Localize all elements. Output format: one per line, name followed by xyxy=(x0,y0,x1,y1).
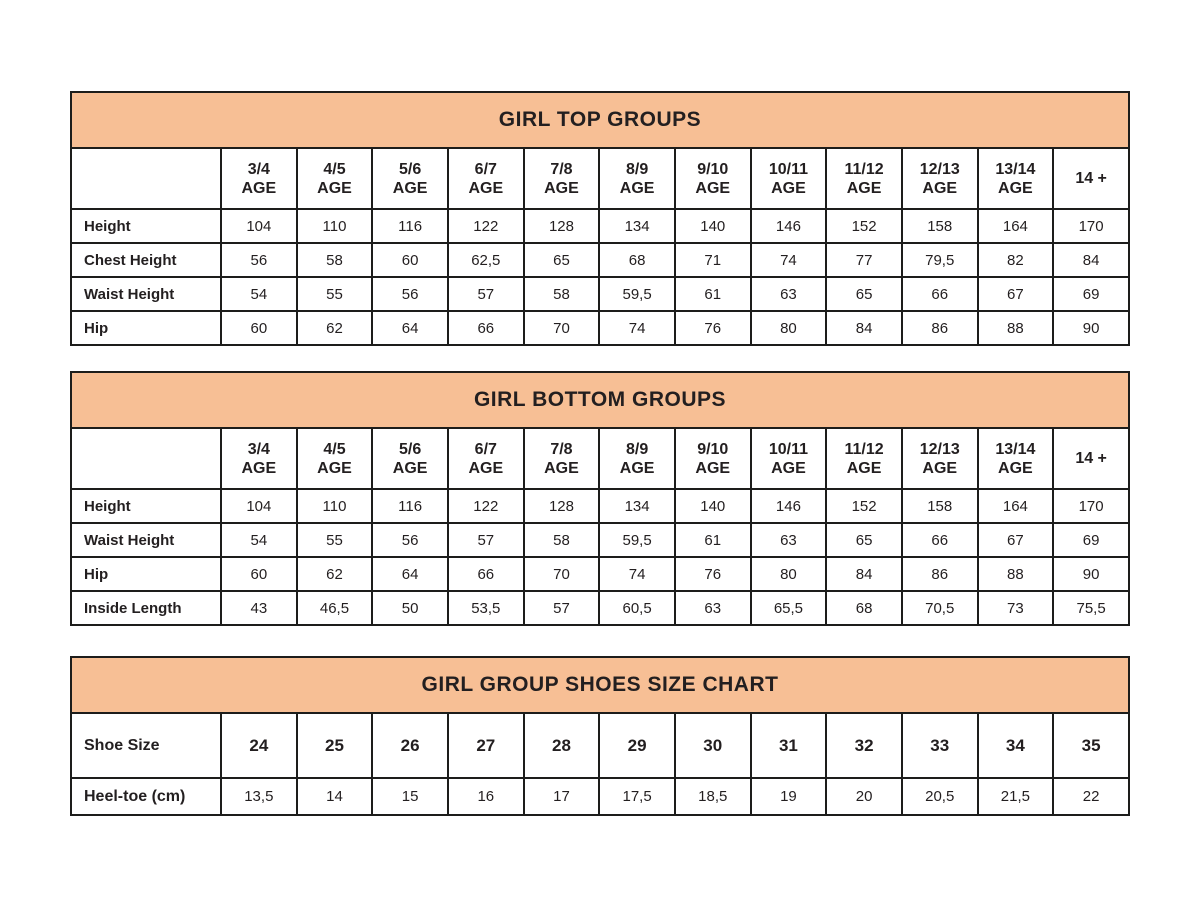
value-cell: 164 xyxy=(978,209,1054,243)
value-cell: 84 xyxy=(1053,243,1129,277)
age-label: 8/9 xyxy=(625,440,649,458)
value-cell: 58 xyxy=(297,243,373,277)
value-cell: 66 xyxy=(902,523,978,557)
age-sub-label: AGE xyxy=(392,179,428,197)
age-sub-label: AGE xyxy=(392,459,428,477)
value-cell: 24 xyxy=(221,713,297,778)
value-cell: 25 xyxy=(297,713,373,778)
age-header-cell xyxy=(297,148,373,209)
age-header-cell xyxy=(1053,428,1129,489)
value-cell: 140 xyxy=(675,489,751,523)
age-label: 7/8 xyxy=(550,160,573,178)
age-label: 8/9 xyxy=(625,160,649,178)
age-sub-label: AGE xyxy=(619,459,655,477)
age-sub-label: AGE xyxy=(695,179,731,197)
age-header-cell xyxy=(599,428,675,489)
value-cell: 53,5 xyxy=(448,591,524,625)
value-cell: 17 xyxy=(524,778,600,815)
value-cell: 76 xyxy=(675,311,751,345)
value-cell: 77 xyxy=(826,243,902,277)
age-sub-label: AGE xyxy=(468,179,504,197)
value-cell: 170 xyxy=(1053,489,1129,523)
value-cell: 65 xyxy=(826,277,902,311)
age-header-cell xyxy=(524,428,600,489)
age-sub-label: AGE xyxy=(846,459,882,477)
value-cell: 74 xyxy=(751,243,827,277)
value-cell: 69 xyxy=(1053,277,1129,311)
value-cell: 29 xyxy=(599,713,675,778)
value-cell: 146 xyxy=(751,209,827,243)
value-cell: 63 xyxy=(751,523,827,557)
age-header-cell xyxy=(221,428,297,489)
row-label: Shoe Size xyxy=(71,713,221,778)
age-header-cell xyxy=(1053,148,1129,209)
value-cell: 50 xyxy=(372,591,448,625)
value-cell: 116 xyxy=(372,209,448,243)
value-cell: 79,5 xyxy=(902,243,978,277)
value-cell: 110 xyxy=(297,489,373,523)
age-label: 3/4 xyxy=(247,160,270,178)
age-header-cell xyxy=(448,428,524,489)
age-label: 14 + xyxy=(1075,450,1107,467)
value-cell: 88 xyxy=(978,311,1054,345)
value-cell: 146 xyxy=(751,489,827,523)
value-cell: 70 xyxy=(524,311,600,345)
age-header-cell xyxy=(221,148,297,209)
value-cell: 20,5 xyxy=(902,778,978,815)
value-cell: 56 xyxy=(372,277,448,311)
age-sub-label: AGE xyxy=(544,179,579,197)
age-header-cell xyxy=(675,428,751,489)
value-cell: 58 xyxy=(524,277,600,311)
age-header-cell xyxy=(826,428,902,489)
value-cell: 110 xyxy=(297,209,373,243)
value-cell: 69 xyxy=(1053,523,1129,557)
age-header-cell xyxy=(675,148,751,209)
age-label: 3/4 xyxy=(247,440,270,458)
age-label: 7/8 xyxy=(550,440,573,458)
value-cell: 21,5 xyxy=(978,778,1054,815)
value-cell: 30 xyxy=(675,713,751,778)
shoes-table-title-row xyxy=(71,657,1129,713)
age-label: 13/14 xyxy=(995,440,1036,458)
value-cell: 60 xyxy=(221,557,297,591)
value-cell: 86 xyxy=(902,557,978,591)
value-cell: 70,5 xyxy=(902,591,978,625)
age-sub-label: AGE xyxy=(771,179,806,197)
value-cell: 74 xyxy=(599,311,675,345)
age-sub-label: AGE xyxy=(544,459,579,477)
value-cell: 67 xyxy=(978,277,1054,311)
value-cell: 152 xyxy=(826,489,902,523)
value-cell: 62 xyxy=(297,311,373,345)
value-cell: 56 xyxy=(372,523,448,557)
top-table-age-header-row xyxy=(71,148,1129,209)
age-header-cell xyxy=(902,148,978,209)
value-cell: 73 xyxy=(978,591,1054,625)
age-label: 11/12 xyxy=(844,160,884,178)
value-cell: 84 xyxy=(826,311,902,345)
value-cell: 128 xyxy=(524,209,600,243)
age-header-cell xyxy=(978,148,1054,209)
row-label: Chest Height xyxy=(71,243,221,277)
age-label: 10/11 xyxy=(768,440,808,458)
value-cell: 134 xyxy=(599,209,675,243)
row-label: Hip xyxy=(71,557,221,591)
value-cell: 59,5 xyxy=(599,523,675,557)
age-header-cell xyxy=(524,148,600,209)
value-cell: 62 xyxy=(297,557,373,591)
value-cell: 33 xyxy=(902,713,978,778)
table-row xyxy=(71,311,1129,345)
table-row xyxy=(71,523,1129,557)
value-cell: 68 xyxy=(826,591,902,625)
value-cell: 56 xyxy=(221,243,297,277)
value-cell: 60 xyxy=(372,243,448,277)
age-header-cell xyxy=(826,148,902,209)
age-label: 12/13 xyxy=(919,440,960,458)
age-sub-label: AGE xyxy=(998,179,1033,197)
age-label: 9/10 xyxy=(697,440,729,458)
age-label: 11/12 xyxy=(844,440,884,458)
value-cell: 158 xyxy=(902,209,978,243)
value-cell: 128 xyxy=(524,489,600,523)
value-cell: 55 xyxy=(297,523,373,557)
top-table-title: GIRL TOP GROUPS xyxy=(71,92,1129,148)
age-label: 6/7 xyxy=(474,160,497,178)
value-cell: 28 xyxy=(524,713,600,778)
value-cell: 68 xyxy=(599,243,675,277)
age-sub-label: AGE xyxy=(771,459,806,477)
value-cell: 57 xyxy=(524,591,600,625)
value-cell: 158 xyxy=(902,489,978,523)
value-cell: 16 xyxy=(448,778,524,815)
table-row xyxy=(71,713,1129,778)
value-cell: 19 xyxy=(751,778,827,815)
value-cell: 60,5 xyxy=(599,591,675,625)
age-sub-label: AGE xyxy=(998,459,1033,477)
value-cell: 66 xyxy=(448,557,524,591)
bottom-table-title: GIRL BOTTOM GROUPS xyxy=(71,372,1129,428)
corner-cell xyxy=(71,148,221,209)
value-cell: 43 xyxy=(221,591,297,625)
girl-top-groups-table xyxy=(70,91,1130,346)
value-cell: 63 xyxy=(675,591,751,625)
age-sub-label: AGE xyxy=(317,179,352,197)
value-cell: 57 xyxy=(448,523,524,557)
age-sub-label: AGE xyxy=(241,459,277,477)
age-label: 4/5 xyxy=(323,160,346,178)
top-table-title-row xyxy=(71,92,1129,148)
value-cell: 54 xyxy=(221,277,297,311)
age-sub-label: AGE xyxy=(241,179,277,197)
age-header-cell xyxy=(448,148,524,209)
spacer xyxy=(70,626,1130,656)
age-label: 6/7 xyxy=(474,440,497,458)
value-cell: 17,5 xyxy=(599,778,675,815)
shoes-table-title: GIRL GROUP SHOES SIZE CHART xyxy=(71,657,1129,713)
value-cell: 61 xyxy=(675,277,751,311)
value-cell: 58 xyxy=(524,523,600,557)
table-row xyxy=(71,778,1129,815)
age-header-cell xyxy=(297,428,373,489)
age-label: 5/6 xyxy=(399,440,422,458)
value-cell: 15 xyxy=(372,778,448,815)
age-header-cell xyxy=(751,148,827,209)
value-cell: 31 xyxy=(751,713,827,778)
age-sub-label: AGE xyxy=(468,459,504,477)
table-row xyxy=(71,489,1129,523)
value-cell: 34 xyxy=(978,713,1054,778)
value-cell: 27 xyxy=(448,713,524,778)
table-row xyxy=(71,243,1129,277)
value-cell: 80 xyxy=(751,311,827,345)
age-sub-label: AGE xyxy=(695,459,731,477)
value-cell: 26 xyxy=(372,713,448,778)
age-header-cell xyxy=(372,148,448,209)
value-cell: 80 xyxy=(751,557,827,591)
value-cell: 66 xyxy=(448,311,524,345)
value-cell: 75,5 xyxy=(1053,591,1129,625)
girl-bottom-groups-table xyxy=(70,371,1130,626)
age-sub-label: AGE xyxy=(317,459,352,477)
age-sub-label: AGE xyxy=(922,459,958,477)
age-label: 13/14 xyxy=(995,160,1036,178)
bottom-table-age-header-row xyxy=(71,428,1129,489)
table-row xyxy=(71,591,1129,625)
value-cell: 70 xyxy=(524,557,600,591)
value-cell: 64 xyxy=(372,311,448,345)
value-cell: 61 xyxy=(675,523,751,557)
value-cell: 140 xyxy=(675,209,751,243)
value-cell: 170 xyxy=(1053,209,1129,243)
value-cell: 65,5 xyxy=(751,591,827,625)
value-cell: 57 xyxy=(448,277,524,311)
value-cell: 66 xyxy=(902,277,978,311)
row-label: Hip xyxy=(71,311,221,345)
table-row xyxy=(71,209,1129,243)
value-cell: 84 xyxy=(826,557,902,591)
value-cell: 63 xyxy=(751,277,827,311)
value-cell: 65 xyxy=(524,243,600,277)
value-cell: 134 xyxy=(599,489,675,523)
value-cell: 22 xyxy=(1053,778,1129,815)
age-label: 5/6 xyxy=(399,160,422,178)
table-row xyxy=(71,557,1129,591)
row-label: Height xyxy=(71,209,221,243)
bottom-table-title-row xyxy=(71,372,1129,428)
value-cell: 71 xyxy=(675,243,751,277)
value-cell: 46,5 xyxy=(297,591,373,625)
value-cell: 59,5 xyxy=(599,277,675,311)
row-label: Heel-toe (cm) xyxy=(71,778,221,815)
value-cell: 88 xyxy=(978,557,1054,591)
age-sub-label: AGE xyxy=(846,179,882,197)
row-label: Inside Length xyxy=(71,591,221,625)
value-cell: 104 xyxy=(221,489,297,523)
value-cell: 86 xyxy=(902,311,978,345)
age-header-cell xyxy=(902,428,978,489)
value-cell: 18,5 xyxy=(675,778,751,815)
age-header-cell xyxy=(751,428,827,489)
age-sub-label: AGE xyxy=(922,179,958,197)
value-cell: 116 xyxy=(372,489,448,523)
age-header-cell xyxy=(599,148,675,209)
value-cell: 20 xyxy=(826,778,902,815)
value-cell: 62,5 xyxy=(448,243,524,277)
age-header-cell xyxy=(372,428,448,489)
spacer xyxy=(70,346,1130,371)
value-cell: 76 xyxy=(675,557,751,591)
value-cell: 60 xyxy=(221,311,297,345)
value-cell: 74 xyxy=(599,557,675,591)
value-cell: 90 xyxy=(1053,311,1129,345)
value-cell: 55 xyxy=(297,277,373,311)
value-cell: 35 xyxy=(1053,713,1129,778)
row-label: Waist Height xyxy=(71,277,221,311)
value-cell: 67 xyxy=(978,523,1054,557)
value-cell: 65 xyxy=(826,523,902,557)
girl-shoes-size-table xyxy=(70,656,1130,816)
row-label: Waist Height xyxy=(71,523,221,557)
table-row xyxy=(71,277,1129,311)
age-header-cell xyxy=(978,428,1054,489)
age-sub-label: AGE xyxy=(619,179,655,197)
value-cell: 152 xyxy=(826,209,902,243)
age-label: 12/13 xyxy=(919,160,960,178)
age-label: 14 + xyxy=(1075,170,1107,187)
value-cell: 64 xyxy=(372,557,448,591)
value-cell: 13,5 xyxy=(221,778,297,815)
value-cell: 122 xyxy=(448,489,524,523)
value-cell: 164 xyxy=(978,489,1054,523)
value-cell: 54 xyxy=(221,523,297,557)
age-label: 10/11 xyxy=(768,160,808,178)
age-label: 4/5 xyxy=(323,440,346,458)
value-cell: 32 xyxy=(826,713,902,778)
value-cell: 104 xyxy=(221,209,297,243)
age-label: 9/10 xyxy=(697,160,729,178)
corner-cell xyxy=(71,428,221,489)
value-cell: 82 xyxy=(978,243,1054,277)
row-label: Height xyxy=(71,489,221,523)
value-cell: 122 xyxy=(448,209,524,243)
value-cell: 14 xyxy=(297,778,373,815)
value-cell: 90 xyxy=(1053,557,1129,591)
